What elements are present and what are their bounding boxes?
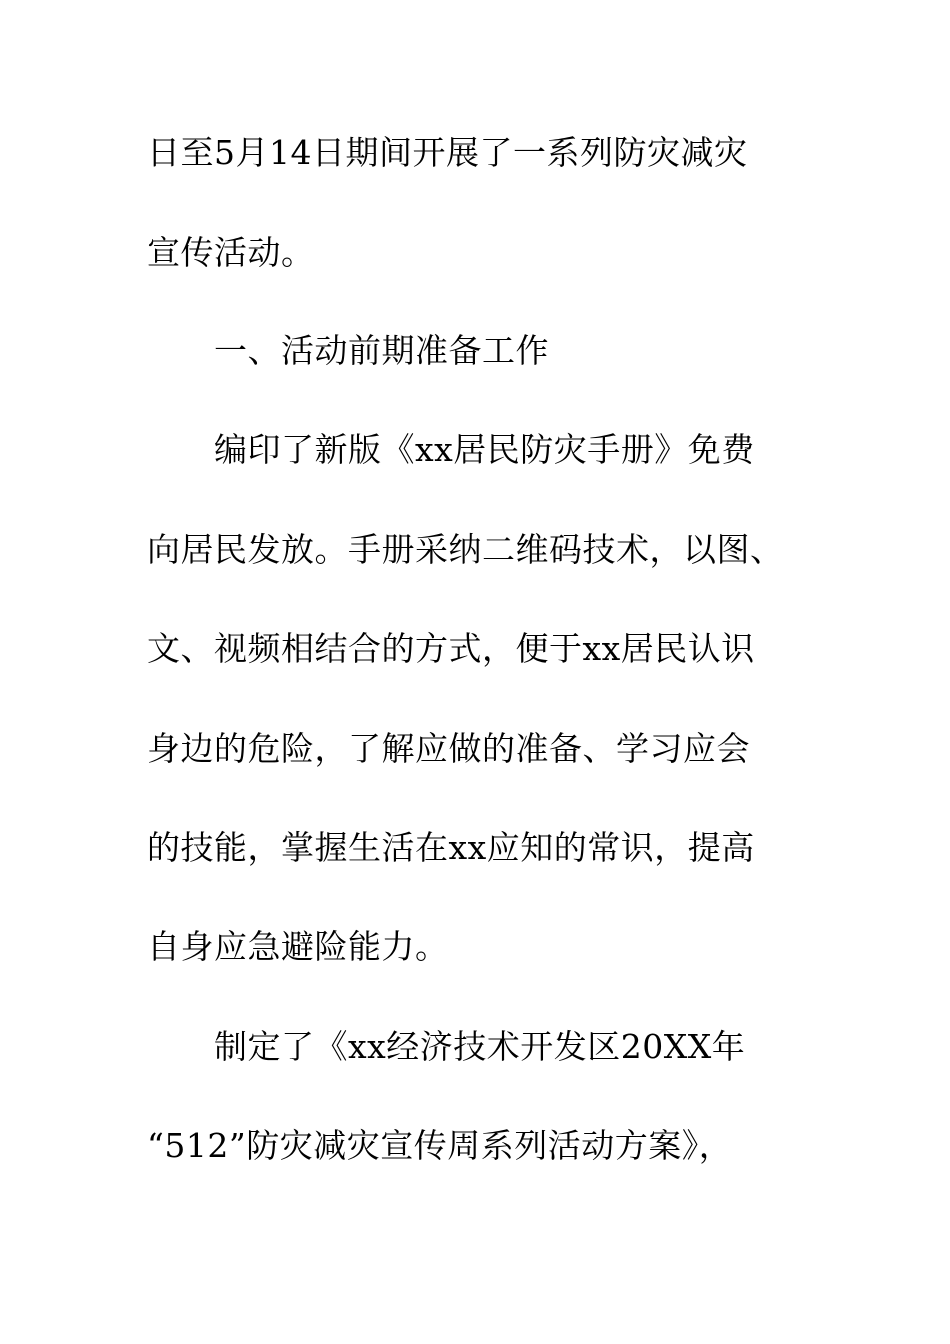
text-line: 自身应急避险能力。 xyxy=(147,927,449,966)
section-heading: 一、活动前期准备工作 xyxy=(214,331,549,370)
paragraph-start-line: 编印了新版《xx居民防灾手册》免费 xyxy=(214,430,755,469)
text-line: 向居民发放。手册采纳二维码技术，以图、 xyxy=(147,530,784,569)
paragraph-start-line: 制定了《xx经济技术开发区20XX年 xyxy=(214,1027,746,1066)
text-line: 日至5月14日期间开展了一系列防灾减灾 xyxy=(147,133,748,172)
text-line: 身边的危险，了解应做的准备、学习应会 xyxy=(147,729,750,768)
text-line: 宣传活动。 xyxy=(147,233,315,272)
text-line: 文、视频相结合的方式，便于xx居民认识 xyxy=(147,629,755,668)
text-line: 的技能，掌握生活在xx应知的常识，提高 xyxy=(147,828,755,867)
text-line: “512”防灾减灾宣传周系列活动方案》， xyxy=(147,1126,733,1165)
